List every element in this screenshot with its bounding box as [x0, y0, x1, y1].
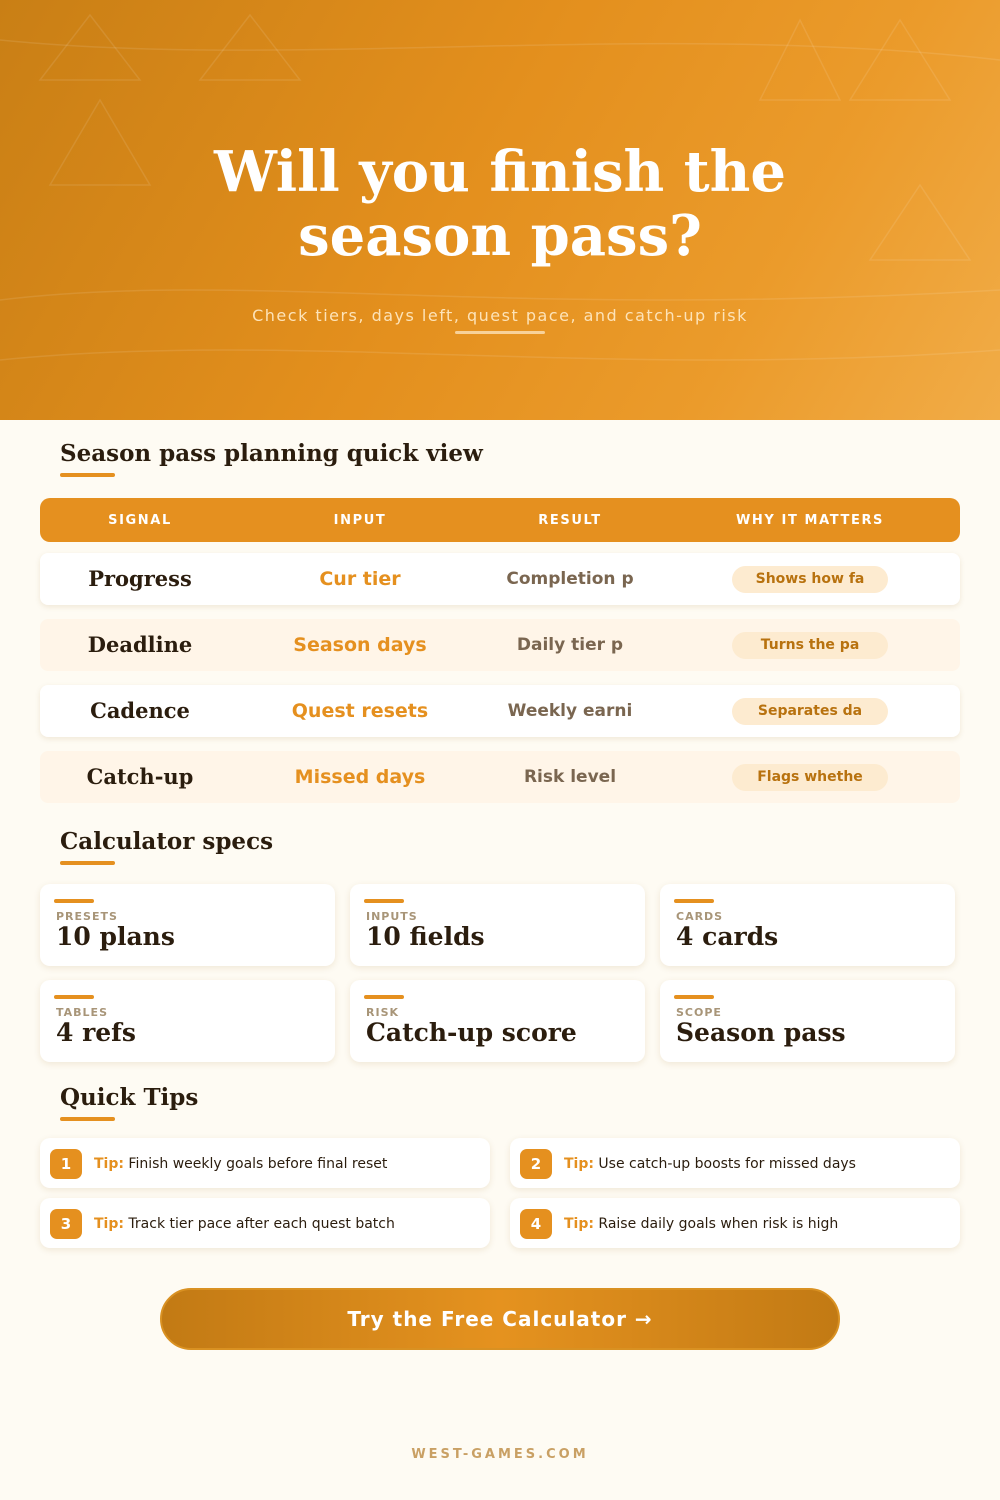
spec-accent-bar [674, 899, 714, 903]
hero-title-line-1: Will you finish the [214, 139, 786, 205]
spec-card-scope [660, 980, 955, 1062]
spec-value: Catch-up score [366, 1018, 577, 1047]
spec-value: 4 refs [56, 1018, 137, 1047]
spec-label: CARDS [676, 910, 724, 923]
input-cell: Season days [293, 634, 427, 656]
header-result: RESULT [538, 513, 602, 528]
spec-card-risk [350, 980, 645, 1062]
hero-title [0, 140, 1000, 268]
spec-value: 4 cards [676, 922, 779, 951]
input-cell: Missed days [294, 766, 426, 788]
tip-body: Use catch-up boosts for missed days [598, 1156, 856, 1172]
result-cell: Weekly earni [507, 701, 633, 721]
tip-body: Track tier pace after each quest batch [128, 1216, 395, 1232]
spec-label: RISK [366, 1006, 400, 1019]
spec-accent-bar [364, 995, 404, 999]
why-badge: Separates da [732, 698, 888, 725]
tip-text [564, 1198, 838, 1250]
tip-prefix: Tip: [564, 1216, 594, 1232]
input-cell: Cur tier [319, 568, 401, 590]
tip-text [94, 1198, 395, 1250]
spec-label: INPUTS [366, 910, 418, 923]
result-cell: Daily tier p [516, 635, 624, 655]
table-row [40, 751, 960, 803]
spec-label: PRESETS [56, 910, 118, 923]
table-row [40, 619, 960, 671]
tip-prefix: Tip: [94, 1156, 124, 1172]
tip-prefix: Tip: [94, 1216, 124, 1232]
footer-site: WEST-GAMES.COM [411, 1447, 589, 1462]
tips-title: Quick Tips [60, 1084, 199, 1111]
hero-divider [455, 331, 545, 334]
header-signal: SIGNAL [108, 513, 172, 528]
signal-cell: Progress [88, 566, 192, 591]
specs-title: Calculator specs [60, 828, 274, 855]
tip-card [40, 1198, 490, 1248]
result-cell: Completion p [506, 569, 634, 589]
tip-number-badge: 4 [520, 1209, 552, 1239]
header-why: WHY IT MATTERS [735, 513, 885, 528]
result-cell: Risk level [523, 767, 617, 787]
why-badge: Shows how fa [732, 566, 888, 593]
input-cell: Quest resets [291, 700, 429, 722]
spec-accent-bar [54, 995, 94, 999]
spec-value: 10 plans [56, 922, 175, 951]
signal-cell: Deadline [87, 632, 193, 657]
signal-cell: Catch-up [86, 764, 194, 789]
try-calculator-button[interactable]: Try the Free Calculator → [160, 1288, 840, 1350]
spec-card-cards [660, 884, 955, 966]
tip-text [564, 1138, 856, 1190]
tip-text [94, 1138, 387, 1190]
spec-accent-bar [674, 995, 714, 999]
hero-subtitle: Check tiers, days left, quest pace, and catch-up risk [252, 306, 748, 325]
spec-value: 10 fields [366, 922, 485, 951]
table-row [40, 685, 960, 737]
header-input: INPUT [333, 513, 387, 528]
tip-body: Raise daily goals when risk is high [598, 1216, 839, 1232]
spec-label: SCOPE [676, 1006, 722, 1019]
quick-view-title: Season pass planning quick view [60, 440, 483, 467]
table-row [40, 553, 960, 605]
specs-title-underline [60, 861, 115, 865]
spec-card-inputs [350, 884, 645, 966]
spec-value: Season pass [676, 1018, 846, 1047]
why-badge: Turns the pa [732, 632, 888, 659]
tip-number-badge: 3 [50, 1209, 82, 1239]
tips-title-underline [60, 1117, 115, 1121]
tip-prefix: Tip: [564, 1156, 594, 1172]
spec-card-presets [40, 884, 335, 966]
tip-number-badge: 1 [50, 1149, 82, 1179]
why-badge: Flags whethe [732, 764, 888, 791]
tip-card [510, 1198, 960, 1248]
tip-card [40, 1138, 490, 1188]
spec-accent-bar [54, 899, 94, 903]
hero-title-line-2: season pass? [298, 203, 702, 269]
spec-card-tables [40, 980, 335, 1062]
tip-number-badge: 2 [520, 1149, 552, 1179]
spec-label: TABLES [56, 1006, 108, 1019]
spec-accent-bar [364, 899, 404, 903]
hero-banner [0, 0, 1000, 420]
signal-cell: Cadence [90, 698, 190, 723]
quick-view-title-underline [60, 473, 115, 477]
tip-body: Finish weekly goals before final reset [128, 1156, 388, 1172]
table-header [40, 498, 960, 542]
tip-card [510, 1138, 960, 1188]
